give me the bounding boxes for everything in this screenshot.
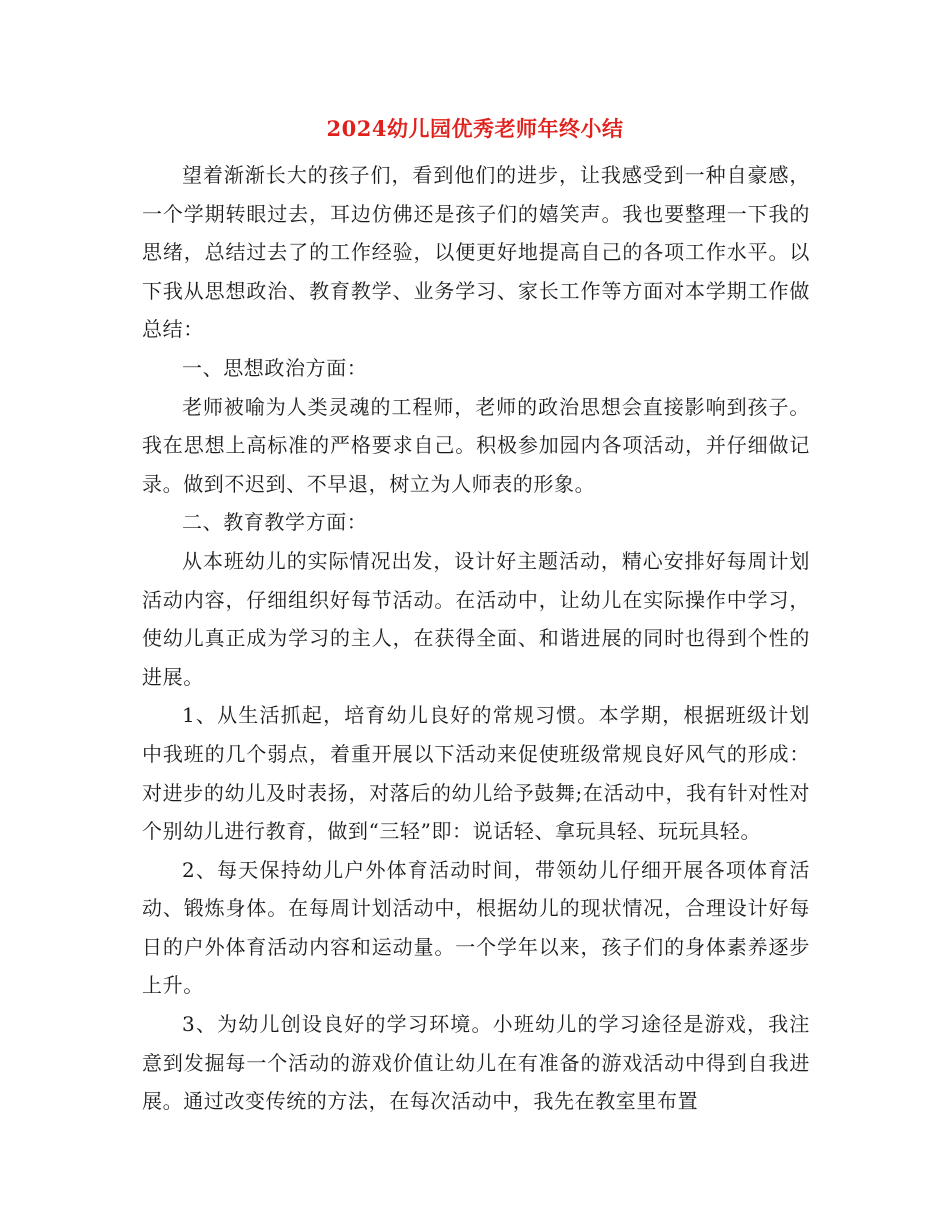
section-heading-ideology: 一、思想政治方面： <box>182 355 368 380</box>
section-heading-teaching: 二、教育教学方面： <box>182 510 368 535</box>
paragraph-item-2: 2、每天保持幼儿户外体育活动时间，带领幼儿仔细开展各项体育活动、锻炼身体。在每周计划活动中，根据幼儿的现状情况，合理设计好每日的户外体育活动内容和运动量。一个学年以来，孩子们的身体素养逐步上升。 <box>142 857 810 998</box>
paragraph-teaching: 从本班幼儿的实际情况出发，设计好主题活动，精心安排好每周计划活动内容，仔细组织好每节活动。在活动中，让幼儿在实际操作中学习，使幼儿真正成为学习的主人，在获得全面、和谐进展的同时也得到个性的进展。 <box>142 548 810 689</box>
paragraph-intro: 望着渐渐长大的孩子们，看到他们的进步，让我感受到一种自豪感，一个学期转眼过去，耳边仿佛还是孩子们的嬉笑声。我也要整理一下我的思绪，总结过去了的工作经验，以便更好地提高自己的各项工作水平。以下我从思想政治、教育教学、业务学习、家长工作等方面对本学期工作做总结： <box>142 163 810 342</box>
document-title: 2024幼儿园优秀老师年终小结 <box>326 116 624 141</box>
paragraph-item-1: 1、从生活抓起，培育幼儿良好的常规习惯。本学期，根据班级计划中我班的几个弱点，着重开展以下活动来促使班级常规良好风气的形成：对进步的幼儿及时表扬，对落后的幼儿给予鼓舞;在活动中，我有针对性对个别幼儿进行教育，做到“三轻”即：说话轻、拿玩具轻、玩玩具轻。 <box>142 703 810 844</box>
document-body <box>142 156 810 1121</box>
paragraph-ideology: 老师被喻为人类灵魂的工程师，老师的政治思想会直接影响到孩子。我在思想上高标准的严格要求自己。积极参加园内各项活动，并仔细做记录。做到不迟到、不早退，树立为人师表的形象。 <box>142 394 810 496</box>
paragraph-item-3: 3、为幼儿创设良好的学习环境。小班幼儿的学习途径是游戏，我注意到发掘每一个活动的游戏价值让幼儿在有准备的游戏活动中得到自我进展。通过改变传统的方法，在每次活动中，我先在教室里布置 <box>142 1012 810 1114</box>
